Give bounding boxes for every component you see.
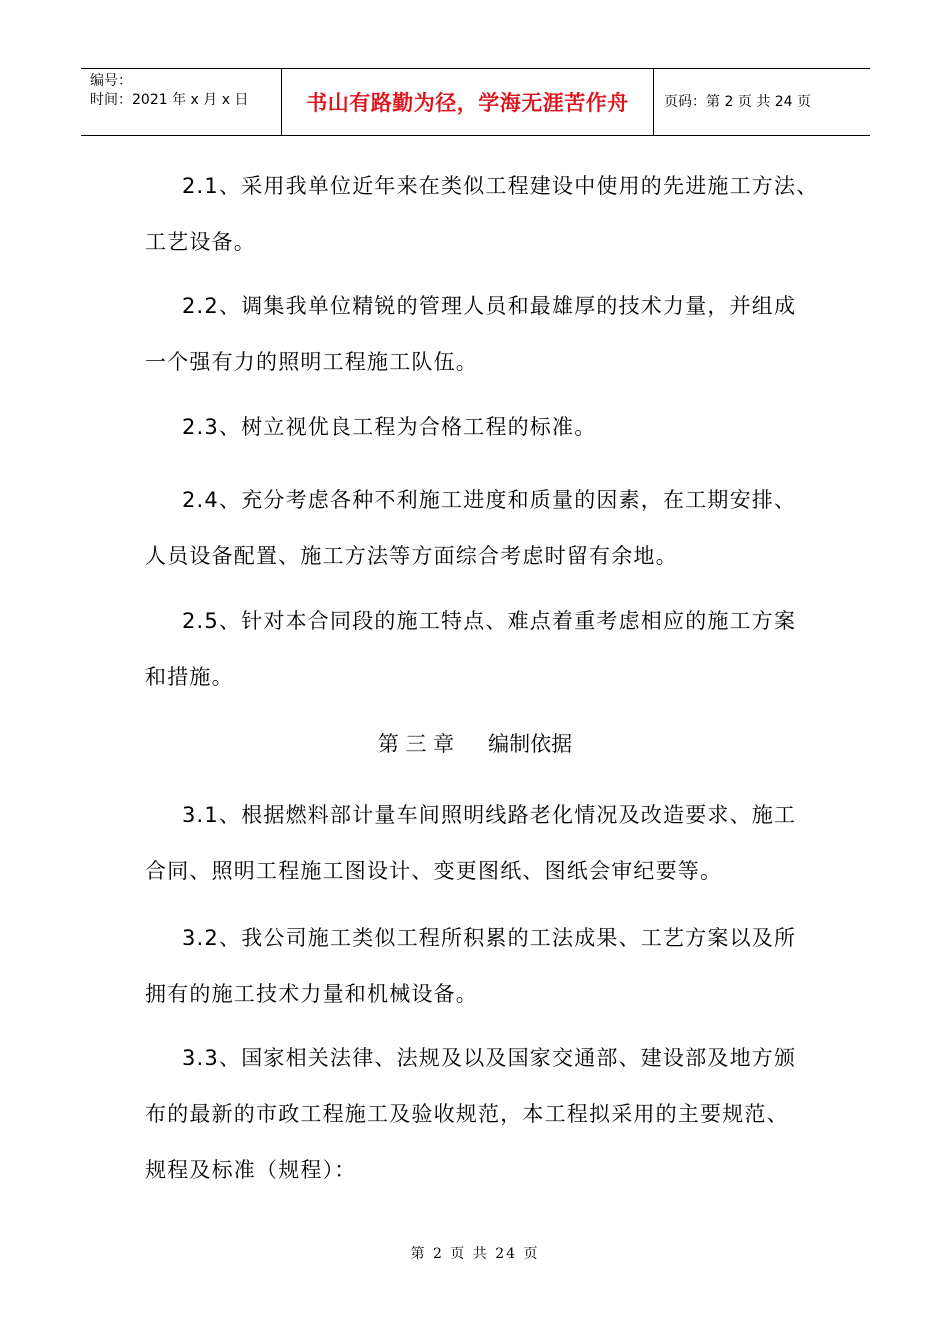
page-footer: 第 2 页 共 24 页: [410, 1246, 540, 1262]
header-motto-cell: [281, 69, 654, 135]
paragraph-2-5: [145, 593, 825, 705]
paragraph-line: 规程及标准（规程）：: [145, 1158, 357, 1182]
chapter-heading: [0, 724, 950, 764]
paragraph-line: 3.1、根据燃料部计量车间照明线路老化情况及改造要求、施工: [182, 803, 797, 827]
header-page-cell: [654, 69, 870, 135]
paragraph-line: 2.4、充分考虑各种不利施工进度和质量的因素，在工期安排、: [182, 488, 797, 512]
paragraph-line: 2.2、调集我单位精锐的管理人员和最雄厚的技术力量，并组成: [182, 294, 797, 318]
paragraph-3-1: [145, 787, 825, 899]
header-meta-cell: [81, 69, 281, 135]
paragraph-line: 工艺设备。: [145, 230, 256, 254]
paragraph-2-1: [145, 158, 825, 270]
paragraph-line: 2.1、采用我单位近年来在类似工程建设中使用的先进施工方法、: [182, 174, 819, 198]
paragraph-line: 布的最新的市政工程施工及验收规范，本工程拟采用的主要规范、: [145, 1102, 789, 1126]
paragraph-2-4: [145, 472, 825, 584]
paragraph-2-2: [145, 278, 825, 390]
paragraph-line: 和措施。: [145, 665, 234, 689]
paragraph-line: 一个强有力的照明工程施工队伍。: [145, 350, 478, 374]
paragraph-line: 拥有的施工技术力量和机械设备。: [145, 982, 478, 1006]
paragraph-line: 2.5、针对本合同段的施工特点、难点着重考虑相应的施工方案: [182, 609, 797, 633]
paragraph-2-3: [145, 399, 825, 455]
paragraph-line: 3.2、我公司施工类似工程所积累的工法成果、工艺方案以及所: [182, 926, 797, 950]
chapter-title: 编制依据: [488, 732, 573, 756]
document-number-label: 编号：: [90, 73, 132, 89]
paragraph-line: 3.3、国家相关法律、法规及以及国家交通部、建设部及地方颁: [182, 1046, 797, 1070]
paragraph-3-3: [145, 1030, 825, 1198]
header-page-info: 页码：第 2 页 共 24 页: [664, 93, 811, 110]
paragraph-3-2: [145, 910, 825, 1022]
document-header: [81, 68, 870, 136]
paragraph-line: 人员设备配置、施工方法等方面综合考虑时留有余地。: [145, 544, 678, 568]
paragraph-line: 2.3、树立视优良工程为合格工程的标准。: [182, 415, 597, 439]
chapter-number: 第 三 章: [377, 732, 455, 756]
document-date: 时间：2021 年 x 月 x 日: [90, 92, 249, 108]
motto-text: 书山有路勤为径，学海无涯苦作舟: [306, 91, 629, 115]
paragraph-line: 合同、照明工程施工图设计、变更图纸、图纸会审纪要等。: [145, 859, 723, 883]
